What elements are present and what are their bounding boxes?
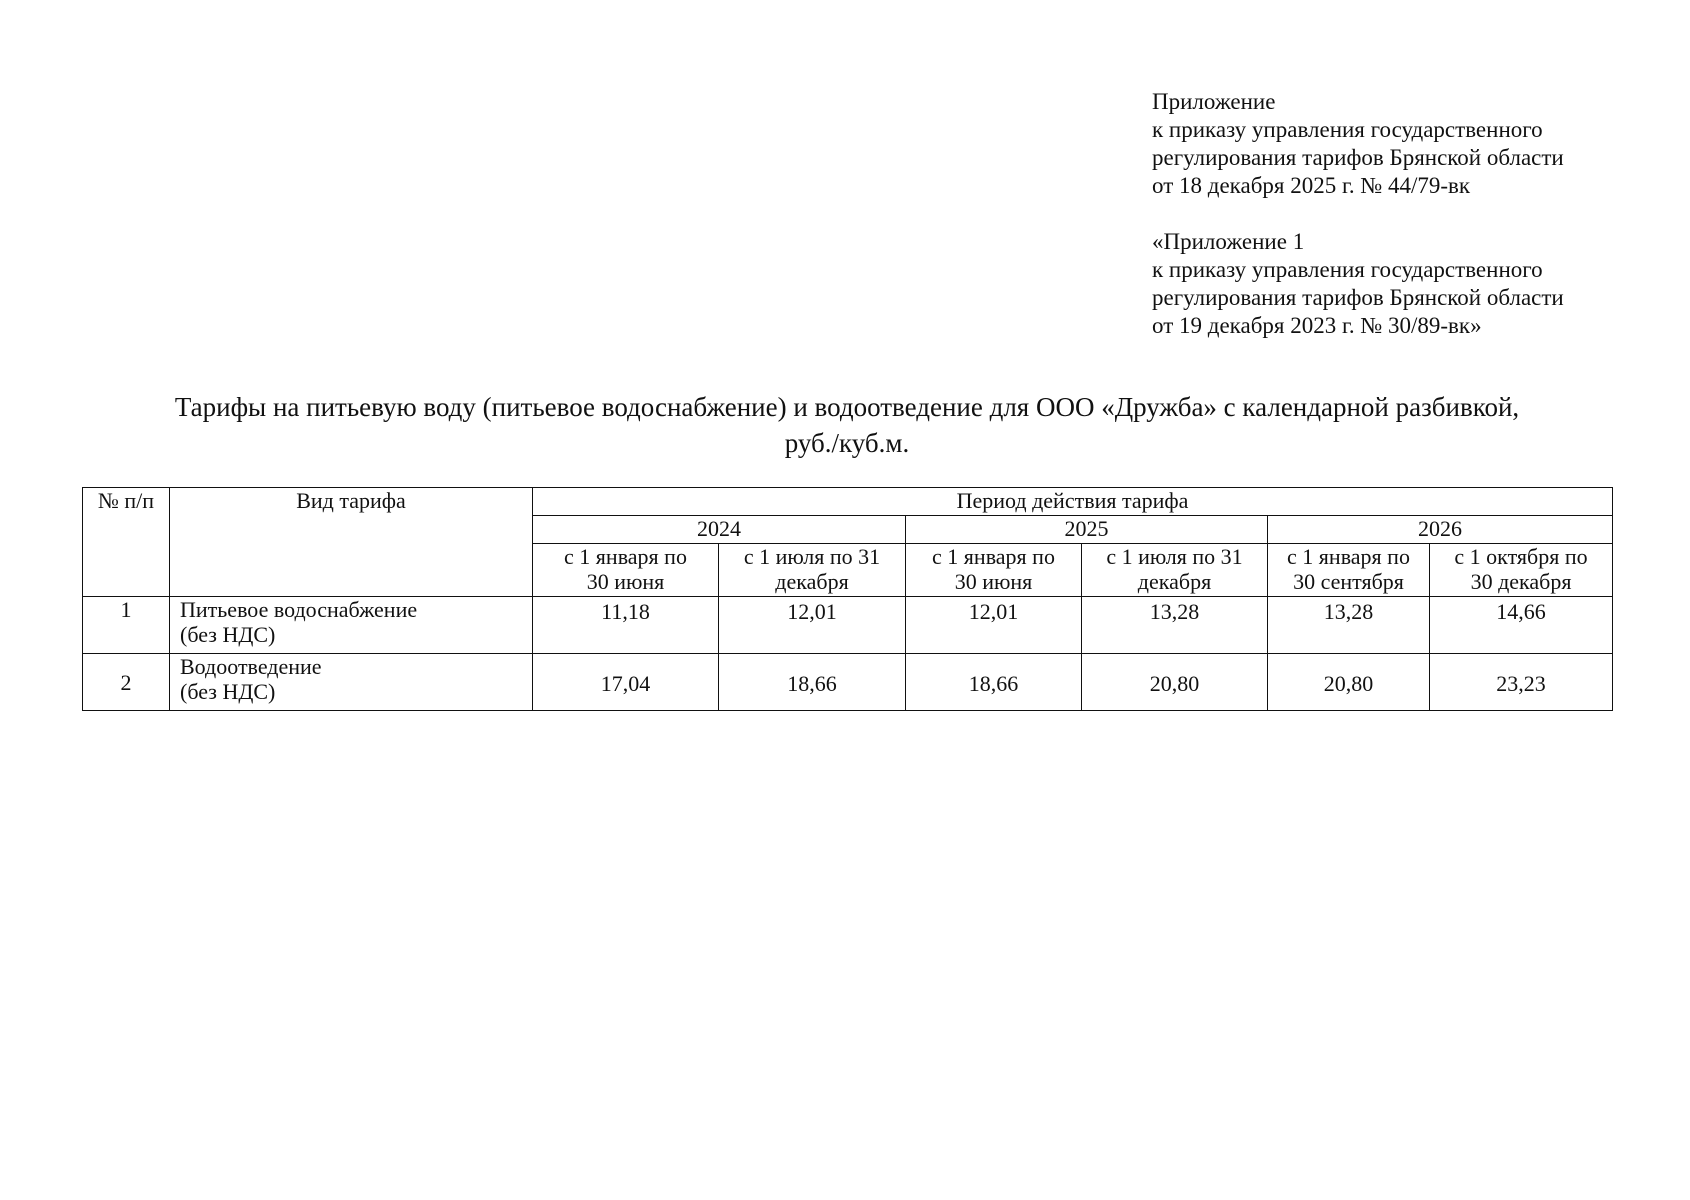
tariff-value: 20,80 [1082, 654, 1268, 711]
tariff-name-line: (без НДС) [180, 679, 276, 704]
appendix-line: Приложение [1152, 89, 1276, 114]
header-period: Период действия тарифа [533, 488, 1613, 516]
row-tariff-name [170, 654, 533, 711]
appendix-block-original [1152, 228, 1652, 340]
header-number: № п/п [83, 488, 170, 597]
subperiod-line: декабря [775, 569, 849, 594]
subperiod-line: с 1 июля по 31 [743, 544, 881, 569]
tariff-value: 23,23 [1430, 654, 1613, 711]
tariff-value: 18,66 [906, 654, 1082, 711]
tariff-value: 12,01 [906, 597, 1082, 654]
row-number: 1 [83, 597, 170, 654]
header-subperiod [719, 544, 906, 597]
tariff-value: 13,28 [1268, 597, 1430, 654]
tariff-name-line: (без НДС) [180, 622, 276, 647]
header-type: Вид тарифа [170, 488, 533, 597]
row-number: 2 [83, 654, 170, 711]
subperiod-line: с 1 января по [564, 544, 687, 569]
tariff-value: 13,28 [1082, 597, 1268, 654]
subperiod-line: 30 июня [954, 569, 1033, 594]
subperiod-line: с 1 января по [1287, 544, 1410, 569]
appendix-line: регулирования тарифов Брянской области [1152, 285, 1564, 310]
row-tariff-name [170, 597, 533, 654]
tariff-value: 20,80 [1268, 654, 1430, 711]
title-line: Тарифы на питьевую воду (питьевое водоснабжение) и водоотведение для ООО «Дружба» с календарной разбивкой, [174, 392, 1520, 422]
appendix-line: «Приложение 1 [1152, 229, 1305, 254]
subperiod-line: 30 декабря [1470, 569, 1572, 594]
appendix-line: от 19 декабря 2023 г. № 30/89-вк» [1152, 313, 1482, 338]
subperiod-line: с 1 января по [932, 544, 1055, 569]
title-line: руб./куб.м. [784, 428, 910, 458]
tariff-value: 14,66 [1430, 597, 1613, 654]
subperiod-line: декабря [1137, 569, 1212, 594]
appendix-line: к приказу управления государственного [1152, 257, 1543, 282]
header-subperiod [533, 544, 719, 597]
appendix-header [1152, 88, 1652, 340]
header-subperiod [906, 544, 1082, 597]
tariff-value: 11,18 [533, 597, 719, 654]
header-year: 2025 [906, 516, 1268, 544]
subperiod-line: с 1 октября по [1454, 544, 1588, 569]
tariff-value: 17,04 [533, 654, 719, 711]
header-subperiod [1268, 544, 1430, 597]
tariff-table [82, 487, 1613, 711]
header-year: 2026 [1268, 516, 1613, 544]
subperiod-line: 30 июня [586, 569, 665, 594]
document-title [82, 389, 1612, 461]
subperiod-line: 30 сентября [1293, 569, 1404, 594]
tariff-value: 18,66 [719, 654, 906, 711]
header-row [83, 488, 1613, 516]
table-row [83, 597, 1613, 654]
tariff-value: 12,01 [719, 597, 906, 654]
appendix-block-current [1152, 88, 1652, 200]
table-row [83, 654, 1613, 711]
header-subperiod [1430, 544, 1613, 597]
subperiod-line: с 1 июля по 31 [1106, 544, 1243, 569]
appendix-line: к приказу управления государственного [1152, 117, 1543, 142]
appendix-line: регулирования тарифов Брянской области [1152, 145, 1564, 170]
header-subperiod [1082, 544, 1268, 597]
header-year: 2024 [533, 516, 906, 544]
appendix-line: от 18 декабря 2025 г. № 44/79-вк [1152, 173, 1471, 198]
tariff-name-line: Водоотведение [180, 654, 322, 679]
tariff-name-line: Питьевое водоснабжение [180, 597, 418, 622]
